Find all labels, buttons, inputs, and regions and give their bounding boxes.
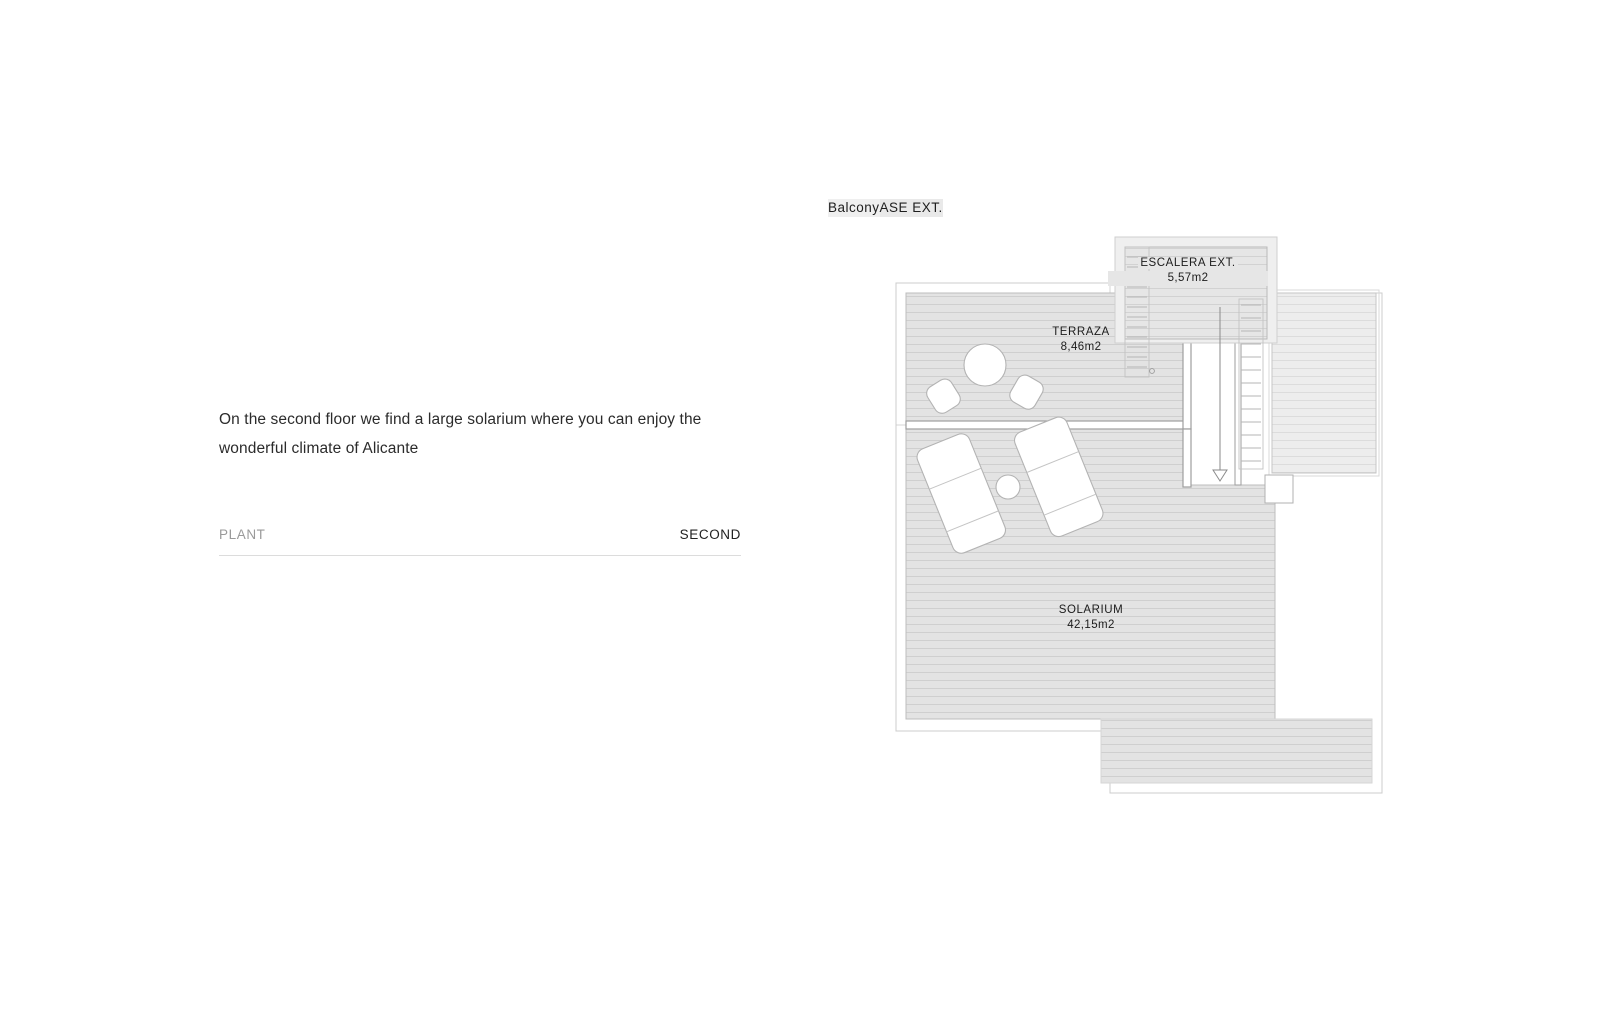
room-name-solarium: SOLARIUM — [1058, 604, 1124, 616]
room-name-terraza: TERRAZA — [1052, 326, 1110, 338]
room-label-terraza — [1021, 325, 1141, 355]
plant-label: PLANT — [219, 527, 266, 542]
side-table — [996, 475, 1020, 499]
right-deck-strip — [1272, 293, 1376, 473]
floor-description-panel — [219, 405, 744, 463]
room-name-escalera: ESCALERA EXT. — [1140, 257, 1236, 269]
room-area-solarium: 42,15m2 — [1067, 619, 1115, 631]
plan-caption-primary: Balcony — [828, 200, 880, 215]
room-label-escalera — [1108, 256, 1268, 286]
plan-caption-secondary: ASE EXT. — [879, 200, 943, 215]
room-area-escalera: 5,57m2 — [1108, 271, 1268, 286]
round-table — [964, 344, 1006, 386]
room-area-terraza: 8,46m2 — [1060, 341, 1102, 353]
plan-geometry — [896, 237, 1382, 793]
floor-description-text: On the second floor we find a large solarium where you can enjoy the wonderful climate of Alicante — [219, 411, 702, 457]
plant-summary-row — [219, 527, 741, 556]
roof-unit-box — [1265, 475, 1293, 503]
room-label-solarium — [1031, 603, 1151, 633]
plant-value: SECOND — [679, 527, 741, 542]
solarium-extension-floor — [1101, 719, 1372, 783]
